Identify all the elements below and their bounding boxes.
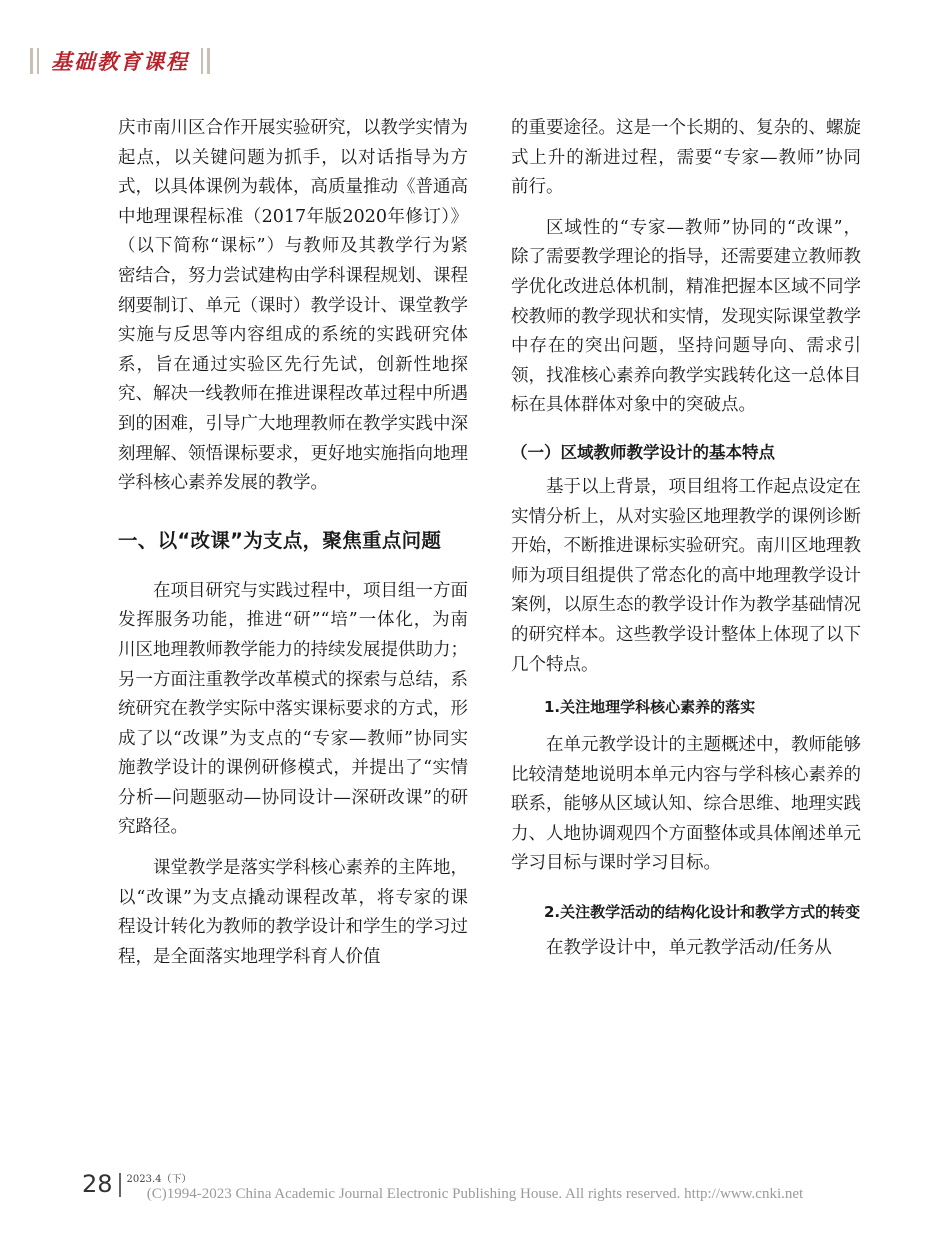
paragraph: 课堂教学是落实学科核心素养的主阵地，以“改课”为支点撬动课程改革，将专家的课程设计转化为教师的教学设计和学生的学习过程，是全面落实地理学科育人价值	[118, 858, 468, 967]
paragraph: 在教学设计中，单元教学活动/任务从	[546, 938, 832, 959]
paragraph: 在单元教学设计的主题概述中，教师能够比较清楚地说明本单元内容与学科核心素养的联系，能够从区域认知、综合思维、地理实践力、人地协调观四个方面整体或具体阐述单元学习目标与课时学习目标。	[511, 735, 861, 874]
left-column	[118, 114, 468, 972]
header-bar-right	[207, 48, 210, 74]
issue-label: 2023.4（下）	[126, 1174, 192, 1185]
header-bar-right-thin	[201, 48, 203, 74]
subheading: 1.关注地理学科核心素养的落实	[544, 698, 756, 717]
page-number: 28	[82, 1170, 113, 1198]
header-bar-left	[30, 48, 33, 74]
journal-header	[30, 44, 210, 78]
header-bar-left-thin	[37, 48, 39, 74]
paragraph: 区域性的“专家—教师”协同的“改课”，除了需要教学理论的指导，还需要建立教师教学优化改进总体机制，精准把握本区域不同学校教师的教学现状和实情，发现实际课堂教学中存在的突出问题，坚持问题导向、需求引领，找准核心素养向教学实践转化这一总体目标在具体群体对象中的突破点。	[511, 217, 861, 416]
subheading: 2.关注教学活动的结构化设计和教学方式的转变	[544, 903, 861, 922]
paragraph: 的重要途径。这是一个长期的、复杂的、螺旋式上升的渐进过程，需要“专家—教师”协同前行。	[511, 118, 861, 198]
journal-title: 基础教育课程	[51, 49, 189, 74]
paragraph: 基于以上背景，项目组将工作起点设定在实情分析上，从对实验区地理教学的课例诊断开始，不断推进课标实验研究。南川区地理教师为项目组提供了常态化的高中地理教学设计案例，以原生态的教学设计作为教学基础情况的研究样本。这些教学设计整体上体现了以下几个特点。	[511, 476, 861, 675]
paragraph: 庆市南川区合作开展实验研究，以教学实情为起点，以关键问题为抓手，以对话指导为方式，以具体课例为载体，高质量推动《普通高中地理课程标准（2017年版2020年修订）》（以下简称“课标”）与教师及其教学行为紧密结合，努力尝试建构由学科课程规划、课程纲要制订、单元（课时）教学设计、课堂教学实施与反思等内容组成的系统的实践研究体系，旨在通过实验区先行先试，创新性地探究、解决一线教师在推进课程改革过程中所遇到的困难，引导广大地理教师在教学实践中深刻理解、领悟课标要求，更好地实施指向地理学科核心素养发展的教学。	[118, 118, 468, 494]
right-column	[511, 114, 861, 964]
copyright-notice: (C)1994-2023 China Academic Journal Electronic Publishing House. All rights reserved. http://www.cnki.net	[146, 1186, 804, 1202]
section-heading: 一、以“改课”为支点，聚焦重点问题	[118, 528, 442, 552]
subsection-heading: （一）区域教师教学设计的基本特点	[511, 442, 775, 462]
paragraph: 在项目研究与实践过程中，项目组一方面发挥服务功能，推进“研”“培”一体化，为南川区地理教师教学能力的持续发展提供助力；另一方面注重教学改革模式的探索与总结，系统研究在教学实际中落实课标要求的方式，形成了以“改课”为支点的“专家—教师”协同实施教学设计的课例研修模式，并提出了“实情分析—问题驱动—协同设计—深研改课”的研究路径。	[118, 580, 468, 838]
